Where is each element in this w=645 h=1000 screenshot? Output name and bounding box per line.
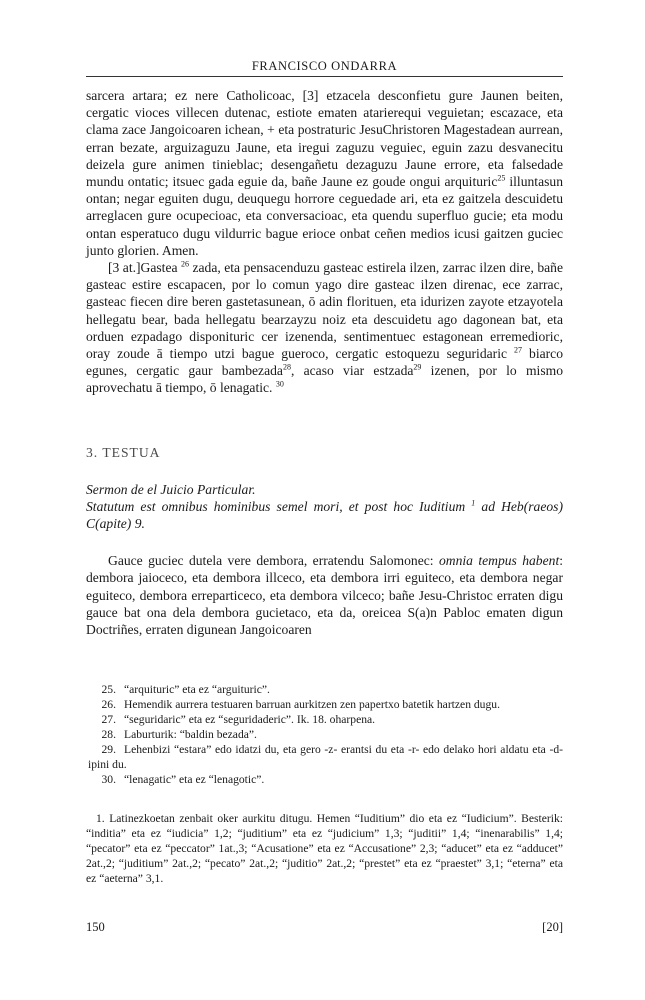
page bbox=[86, 56, 563, 886]
footnote-ref-27: 27 bbox=[514, 345, 523, 355]
header-rule bbox=[86, 76, 563, 77]
footnote bbox=[86, 742, 563, 772]
footnote-text: “seguridaric” eta ez “seguridaderic”. Ik. 18. oharpena. bbox=[124, 713, 376, 727]
footnote-ref-29: 29 bbox=[413, 362, 422, 372]
footnotes-block bbox=[86, 682, 563, 787]
footnote-ref-1: 1 bbox=[471, 498, 476, 508]
paragraph-2-part-b: zada, eta pensacenduzu gasteac estirela ilzen, zarrac ilzen dire, bañe gasteac estire escapacen, por lo comun yago dire gasteac ilzen direnac, ece zarrac, gasteac fiecen dire beren gastetasunean, ō adin florituen, eta idurizen zayote etzayotela hellegatu bear, bada hellegatu bearzayzu noiz eta descuidetu ago dagonean bat, eta orduen ezpadago disponituric cer izenenda, sentimentuec estagonean erremedioric, oray zoude ā tiempo utzi bague gueroco, cergatic estoquezu seguridaric bbox=[86, 260, 563, 362]
sermon-title: Sermon de el Juicio Particular. bbox=[86, 481, 256, 497]
sermon-body bbox=[86, 552, 563, 638]
footnote-1 bbox=[86, 811, 563, 886]
footnote-text: Laburturik: “baldin bezada”. bbox=[124, 728, 257, 742]
footnote-number: 25. bbox=[101, 683, 116, 697]
sermon-text-a: Gauce guciec dutela vere dembora, erratendu Salomonec: bbox=[108, 553, 439, 569]
paragraph-2-part-d: , acaso viar estzada bbox=[290, 363, 414, 379]
running-title: FRANCISCO ONDARRA bbox=[251, 59, 398, 73]
latin-quote: omnia tempus habent bbox=[438, 553, 560, 569]
footnote bbox=[86, 712, 563, 727]
body-text bbox=[86, 87, 563, 397]
footnote-number: 28. bbox=[101, 728, 116, 742]
footnote-ref-26: 26 bbox=[181, 259, 189, 269]
paragraph-1-rest: illuntasun ontan; negar eguiten dugu, deuquegu horrore ceguedade ari, eta ez gaitzela descuidetu arreglacen gure ocupecioac, eta conversacioac, eta quendu superfluo gucie; eta modu ontan esperatuco dugu vildurric bague erioce onbat ceñen medios icusi gaitzen guciec junto glorien. Amen. bbox=[86, 174, 563, 258]
epigraph-text: Statutum est omnibus hominibus semel mori, et post hoc Iuditium bbox=[86, 498, 466, 514]
footnote-number: 26. bbox=[101, 698, 116, 712]
paragraph-2 bbox=[86, 259, 563, 397]
section-title: 3. TESTUA bbox=[86, 444, 161, 460]
footnote-ref-30: 30 bbox=[275, 379, 284, 389]
footnote-text: “lenagatic” eta ez “lenagotic”. bbox=[124, 773, 265, 787]
bracket-page-number: [20] bbox=[542, 920, 563, 934]
running-header bbox=[86, 56, 563, 76]
sermon-text-b: : dembora jaioceco, eta dembora illceco, eta dembora irri eguiteco, eta dembora negar eguiteco, dembora erreparticeco, eta dembora vilceco; bañe Jesu-Christoc erraten digu gauce bat ona dela dembora gucietaco, eta da, oreicea S(a)n Pabloc ematen digun Doctriñes, erraten digunean Jangoicoaren bbox=[86, 553, 563, 638]
paragraph-2-start: [3 at.]Gastea bbox=[108, 260, 181, 276]
footnote-ref-25: 25 bbox=[497, 173, 506, 183]
footnote-number: 27. bbox=[101, 713, 116, 727]
sermon-paragraph bbox=[86, 552, 563, 638]
epigraph-citation: ad Heb(raeos) C(apite) 9. bbox=[86, 498, 563, 532]
page-number: 150 bbox=[86, 920, 105, 934]
sermon-epigraph bbox=[86, 498, 563, 532]
paragraph-2-part-c: biarco egunes, cergatic gaur bambezada bbox=[86, 346, 563, 379]
paragraph-1-text: sarcera artara; ez nere Catholicoac, [3] etzacela desconfietu gure Jaunen beiten, cergatic vioces villecen dutenac, estiote ematen atarierequi veguietan; escazace, eta clama zace Jangoicoaren ichean, + eta postraturic JesuChristoren Magestadean aurrean, erran bezate, arguizaguzu Jaune, eta iregui zaguzu veguiec, eguin zazu desvanecitu deizela gure animen tinieblac; desengañetu dezaguzu Jaune errore, eta falsedade mundu ontatic; itsuec gada eguie da, bañe Jaune ez goude ongui arquituric bbox=[86, 88, 563, 190]
footnote bbox=[86, 697, 563, 712]
footnote-text: Hemendik aurrera testuaren barruan aurkitzen zen papertxo batetik hartzen dugu. bbox=[124, 698, 500, 712]
footnote-ref-28: 28 bbox=[282, 362, 291, 372]
footnote-number: 30. bbox=[101, 773, 116, 787]
paragraph-2-part-e: izenen, por lo mismo aprovechatu ā tiempo, ō lenagatic. bbox=[86, 363, 563, 396]
footnote-text: “arquituric” eta ez “arguituric”. bbox=[124, 683, 270, 697]
footnote bbox=[86, 682, 563, 697]
footnote-1-text: 1. Latinezkoetan zenbait oker aurkitu ditugu. Hemen “Iuditium” dio eta ez “Iudicium”. Besterik: “inditia” eta ez “iudicia” 1,2; “juditium” eta ez “judicium” 1,3; “juditii” 1,4; “inenarabilis” 1,4; “pecator” eta ez “peccator” 1at.,3; “Acusatione” eta ez “Accusatione” 2,3; “aducet” eta ez “adducet” 2at.,2; “juditium” 2at.,2; “pecato” 2at.,2; “juditio” 2at.,2; “prestet” eta ez “praestet” 3,1; “eterna” eta ez “aeterna” 3,1. bbox=[86, 812, 563, 886]
page-footer bbox=[86, 920, 563, 938]
footnote-number: 29. bbox=[101, 743, 116, 757]
footnote bbox=[86, 772, 563, 787]
paragraph-1 bbox=[86, 87, 563, 259]
footnote-text: Lehenbizi “estara” edo idatzi du, eta gero -z- erantsi du eta -r- edo delako hori aldatu eta -d- ipini du. bbox=[88, 743, 563, 772]
footnote bbox=[86, 727, 563, 742]
